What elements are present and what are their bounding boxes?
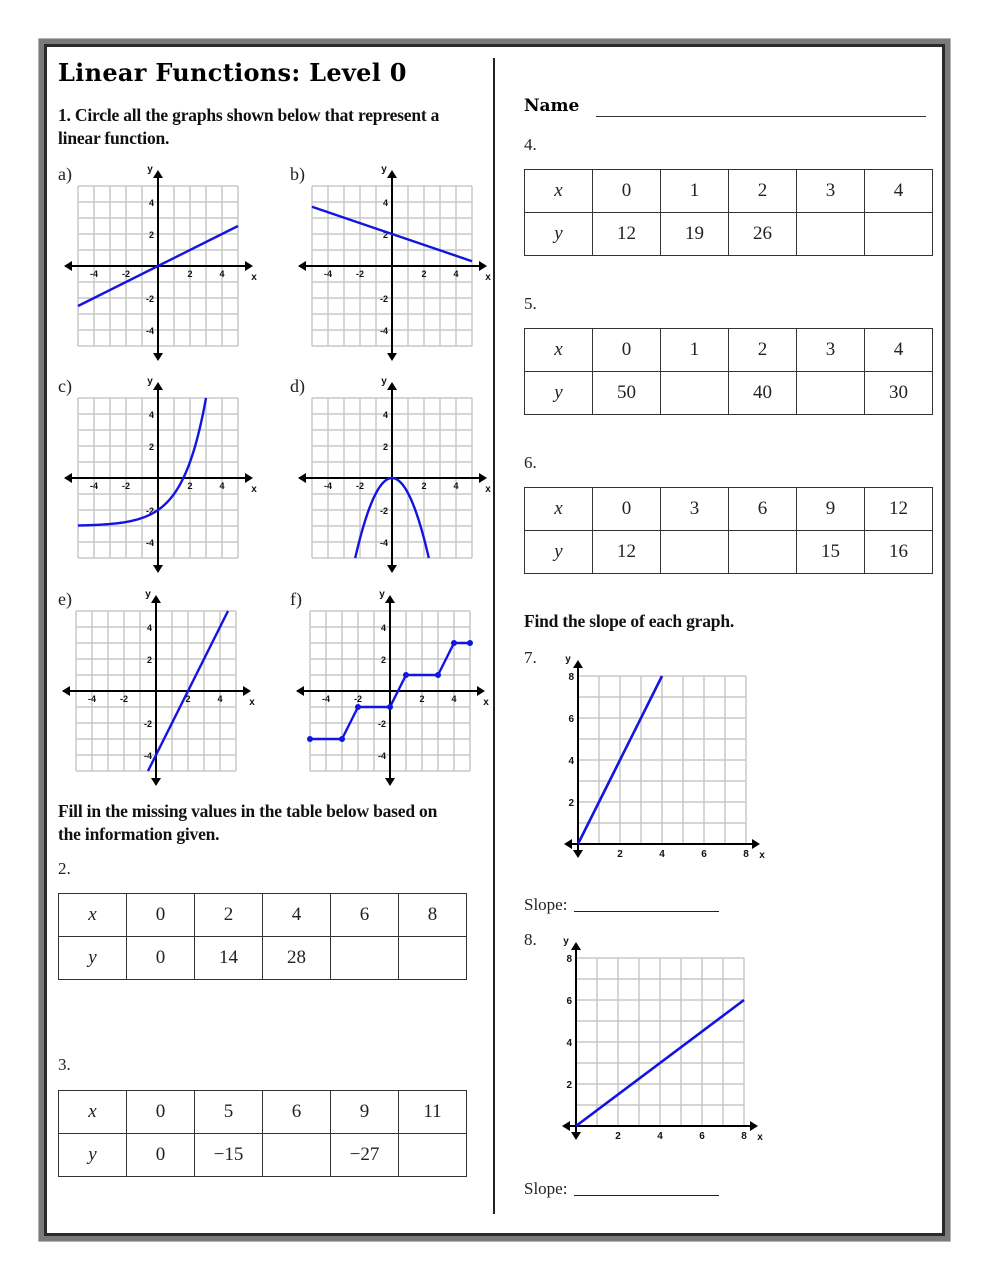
svg-text:4: 4	[566, 1038, 572, 1049]
svg-text:4: 4	[219, 481, 225, 491]
question-5-number: 5.	[524, 294, 537, 313]
svg-text:4: 4	[657, 1131, 663, 1142]
svg-text:4: 4	[148, 198, 154, 208]
svg-text:y: y	[147, 376, 153, 387]
svg-text:2: 2	[187, 269, 193, 279]
svg-text:2: 2	[187, 481, 193, 491]
x-row	[59, 894, 467, 937]
y-row	[525, 372, 933, 415]
x-row-header: x	[525, 170, 593, 213]
svg-text:-2: -2	[353, 694, 363, 704]
table-cell: 6	[263, 1091, 331, 1134]
svg-text:6: 6	[568, 714, 574, 725]
svg-text:y: y	[379, 589, 385, 600]
table-cell: 3	[797, 170, 865, 213]
y-row-header: y	[525, 213, 593, 256]
svg-text:-4: -4	[323, 481, 333, 491]
blank-answer-cell[interactable]	[263, 1134, 331, 1177]
svg-text:2: 2	[615, 1131, 621, 1142]
svg-text:4: 4	[382, 198, 388, 208]
question-1-prompt	[58, 104, 439, 150]
x-row	[525, 170, 933, 213]
svg-text:-2: -2	[355, 481, 365, 491]
svg-text:2: 2	[419, 694, 425, 704]
name-field[interactable]	[596, 116, 926, 117]
table-question-3	[58, 1090, 467, 1177]
table-cell: 4	[865, 329, 933, 372]
svg-text:-2: -2	[119, 694, 129, 704]
x-row-header: x	[525, 488, 593, 531]
svg-text:x: x	[485, 272, 491, 283]
question-3-number: 3.	[58, 1055, 71, 1074]
svg-text:y: y	[381, 376, 387, 387]
svg-text:y: y	[381, 164, 387, 175]
svg-text:-2: -2	[121, 481, 131, 491]
svg-text:-2: -2	[379, 506, 388, 516]
y-row	[525, 531, 933, 574]
svg-text:4: 4	[382, 410, 388, 420]
table-cell: 16	[865, 531, 933, 574]
svg-text:2: 2	[148, 442, 154, 452]
y-row	[525, 213, 933, 256]
svg-text:y: y	[565, 654, 571, 665]
graph-c-label: c)	[58, 376, 72, 396]
table-cell: 2	[729, 170, 797, 213]
slope-8-answer-field[interactable]	[574, 1195, 719, 1196]
table-cell: 12	[593, 213, 661, 256]
table-cell: 3	[797, 329, 865, 372]
table-question-6	[524, 487, 933, 574]
svg-text:-2: -2	[355, 269, 365, 279]
graph-c[interactable]	[62, 374, 262, 579]
svg-text:x: x	[759, 850, 765, 861]
blank-answer-cell[interactable]	[729, 531, 797, 574]
svg-text:4: 4	[451, 694, 457, 704]
graph-e-label: e)	[58, 589, 72, 609]
x-row	[525, 329, 933, 372]
table-cell: 0	[593, 170, 661, 213]
table-cell: 11	[399, 1091, 467, 1134]
graph-b-label: b)	[290, 164, 305, 184]
svg-text:4: 4	[453, 269, 459, 279]
graph-a-label: a)	[58, 164, 72, 184]
table-cell: 3	[661, 488, 729, 531]
y-row-header: y	[59, 1134, 127, 1177]
svg-text:y: y	[563, 936, 569, 947]
svg-text:8: 8	[568, 672, 574, 683]
y-row	[59, 1134, 467, 1177]
svg-text:4: 4	[453, 481, 459, 491]
svg-text:6: 6	[566, 996, 572, 1007]
graph-b[interactable]	[296, 162, 496, 367]
table-cell: 1	[661, 170, 729, 213]
svg-text:-4: -4	[321, 694, 331, 704]
svg-text:4: 4	[659, 849, 665, 860]
svg-text:-4: -4	[145, 326, 154, 336]
svg-text:x: x	[251, 272, 257, 283]
svg-text:4: 4	[148, 410, 154, 420]
fill-in-line-2: the information given.	[58, 824, 220, 844]
svg-text:x: x	[251, 484, 257, 495]
table-cell: 28	[263, 937, 331, 980]
table-cell: 6	[331, 894, 399, 937]
graph-f-label: f)	[290, 589, 302, 609]
blank-answer-cell[interactable]	[797, 213, 865, 256]
svg-text:-4: -4	[143, 751, 152, 761]
svg-text:y: y	[147, 164, 153, 175]
svg-text:-4: -4	[379, 538, 388, 548]
blank-answer-cell[interactable]	[865, 213, 933, 256]
svg-text:x: x	[483, 697, 489, 708]
graph-d-label: d)	[290, 376, 305, 396]
table-cell: −27	[331, 1134, 399, 1177]
table-cell: 0	[127, 1091, 195, 1134]
graph-f[interactable]	[294, 587, 494, 792]
svg-text:2: 2	[382, 442, 388, 452]
table-question-4	[524, 169, 933, 256]
svg-text:x: x	[485, 484, 491, 495]
slope-7-answer-field[interactable]	[574, 911, 719, 912]
question-1-line-2: linear function.	[58, 128, 170, 148]
question-7-number: 7.	[524, 648, 537, 667]
blank-answer-cell[interactable]	[661, 531, 729, 574]
x-row	[525, 488, 933, 531]
table-cell: 12	[865, 488, 933, 531]
svg-text:6: 6	[699, 1131, 705, 1142]
table-cell: 19	[661, 213, 729, 256]
svg-text:2: 2	[421, 269, 427, 279]
graph-question-8[interactable]	[554, 932, 769, 1162]
svg-text:-4: -4	[323, 269, 333, 279]
svg-text:-4: -4	[377, 751, 386, 761]
table-cell: 0	[127, 937, 195, 980]
svg-text:-4: -4	[379, 326, 388, 336]
svg-text:2: 2	[421, 481, 427, 491]
table-cell: 4	[865, 170, 933, 213]
y-row-header: y	[525, 372, 593, 415]
svg-text:4: 4	[380, 623, 386, 633]
table-cell: 5	[195, 1091, 263, 1134]
svg-text:-2: -2	[121, 269, 131, 279]
x-row	[59, 1091, 467, 1134]
svg-text:2: 2	[380, 655, 386, 665]
y-row-header: y	[525, 531, 593, 574]
table-cell: 0	[127, 894, 195, 937]
graph-d[interactable]	[296, 374, 496, 579]
table-cell: 0	[593, 329, 661, 372]
slope-prompt: Find the slope of each graph.	[524, 611, 735, 631]
blank-answer-cell[interactable]	[331, 937, 399, 980]
question-4-number: 4.	[524, 135, 537, 154]
svg-text:4: 4	[217, 694, 223, 704]
svg-text:8: 8	[741, 1131, 747, 1142]
table-cell: 50	[593, 372, 661, 415]
blank-answer-cell[interactable]	[399, 1134, 467, 1177]
blank-answer-cell[interactable]	[797, 372, 865, 415]
y-row-header: y	[59, 937, 127, 980]
svg-text:8: 8	[566, 954, 572, 965]
blank-answer-cell[interactable]	[399, 937, 467, 980]
page-title: Linear Functions: Level 0	[58, 58, 407, 87]
name-label: Name	[524, 96, 580, 116]
svg-text:-2: -2	[379, 294, 388, 304]
svg-text:4: 4	[568, 756, 574, 767]
table-cell: 30	[865, 372, 933, 415]
svg-text:-4: -4	[89, 481, 99, 491]
table-cell: 40	[729, 372, 797, 415]
svg-text:y: y	[145, 589, 151, 600]
svg-text:-4: -4	[145, 538, 154, 548]
fill-in-prompt	[58, 800, 437, 846]
question-2-number: 2.	[58, 859, 71, 878]
blank-answer-cell[interactable]	[661, 372, 729, 415]
svg-text:2: 2	[185, 694, 191, 704]
table-cell: 9	[797, 488, 865, 531]
svg-text:x: x	[249, 697, 255, 708]
table-cell: 4	[263, 894, 331, 937]
y-row	[59, 937, 467, 980]
svg-text:2: 2	[617, 849, 623, 860]
svg-text:-2: -2	[377, 719, 386, 729]
table-cell: 2	[195, 894, 263, 937]
svg-text:2: 2	[382, 230, 388, 240]
svg-text:-2: -2	[145, 294, 154, 304]
table-cell: 15	[797, 531, 865, 574]
table-cell: 14	[195, 937, 263, 980]
table-cell: 6	[729, 488, 797, 531]
table-cell: −15	[195, 1134, 263, 1177]
graph-question-7[interactable]	[556, 650, 771, 880]
svg-text:x: x	[757, 1132, 763, 1143]
table-question-2	[58, 893, 467, 980]
svg-text:2: 2	[148, 230, 154, 240]
table-cell: 0	[127, 1134, 195, 1177]
graph-e[interactable]	[60, 587, 260, 792]
table-question-5	[524, 328, 933, 415]
svg-text:2: 2	[566, 1080, 572, 1091]
table-cell: 2	[729, 329, 797, 372]
question-8-number: 8.	[524, 930, 537, 949]
table-cell: 0	[593, 488, 661, 531]
x-row-header: x	[525, 329, 593, 372]
fill-in-line-1: Fill in the missing values in the table below based on	[58, 801, 438, 821]
table-cell: 9	[331, 1091, 399, 1134]
svg-text:-4: -4	[89, 269, 99, 279]
question-1-line-1: 1. Circle all the graphs shown below that represent a	[58, 105, 440, 125]
slope-8-label: Slope:	[524, 1179, 568, 1198]
svg-text:-2: -2	[145, 506, 154, 516]
svg-text:-4: -4	[87, 694, 97, 704]
x-row-header: x	[59, 894, 127, 937]
graph-a[interactable]	[62, 162, 262, 367]
table-cell: 26	[729, 213, 797, 256]
table-cell: 8	[399, 894, 467, 937]
svg-text:8: 8	[743, 849, 749, 860]
svg-text:2: 2	[568, 798, 574, 809]
slope-7-label: Slope:	[524, 895, 568, 914]
svg-text:6: 6	[701, 849, 707, 860]
table-cell: 1	[661, 329, 729, 372]
question-6-number: 6.	[524, 453, 537, 472]
svg-text:4: 4	[219, 269, 225, 279]
x-row-header: x	[59, 1091, 127, 1134]
svg-text:-2: -2	[143, 719, 152, 729]
table-cell: 12	[593, 531, 661, 574]
svg-text:2: 2	[146, 655, 152, 665]
svg-text:4: 4	[146, 623, 152, 633]
